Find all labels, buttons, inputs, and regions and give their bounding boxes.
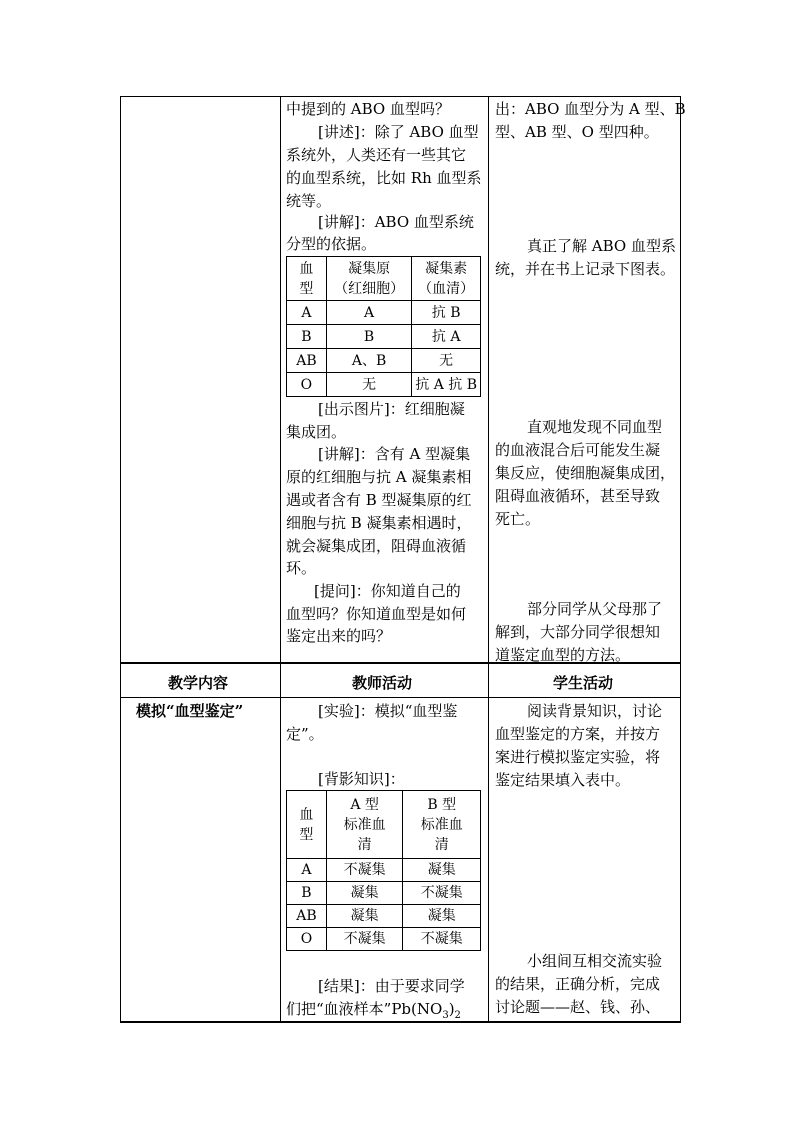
column-divider-1 bbox=[280, 96, 281, 1023]
teacher-line: [讲解]：含有 A 型凝集 bbox=[318, 445, 471, 463]
table-cell: A、B bbox=[326, 349, 412, 373]
student-line: 血型鉴定的方案，并按方 bbox=[495, 725, 661, 743]
teacher-line: [提问]：你知道自己的 bbox=[314, 582, 461, 600]
table-row bbox=[287, 373, 481, 397]
header-content: 教学内容 bbox=[168, 674, 229, 692]
teacher-line: 原的红细胞与抗 A 凝集素相 bbox=[286, 468, 472, 486]
table-row bbox=[287, 859, 481, 882]
abo-basis-table bbox=[286, 256, 481, 397]
table-row bbox=[287, 928, 481, 951]
subscript-3: 3 bbox=[442, 1010, 449, 1021]
student-line: 的结果，正确分析，完成 bbox=[495, 975, 661, 993]
table-cell: 不凝集 bbox=[326, 928, 403, 951]
teacher-bg-label: [背影知识]： bbox=[318, 770, 405, 788]
teacher-line: 定”。 bbox=[286, 725, 324, 743]
table-cell: 不凝集 bbox=[403, 882, 481, 905]
table-cell: 不凝集 bbox=[403, 928, 481, 951]
table-cell: 抗 A bbox=[412, 325, 481, 349]
teacher-line: 细胞与抗 B 凝集素相遇时， bbox=[286, 514, 472, 532]
teacher-line: 遇或者含有 B 型凝集原的红 bbox=[286, 491, 472, 509]
table-row bbox=[287, 349, 481, 373]
table-cell: 凝集 bbox=[326, 905, 403, 928]
teacher-line: 就会凝集成团，阻碍血液循 bbox=[286, 537, 467, 555]
teacher-line: [讲解]：ABO 血型系统 bbox=[318, 213, 474, 231]
teacher-line: 环。 bbox=[286, 559, 317, 577]
student-line: 出：ABO 血型分为 A 型、B bbox=[495, 100, 686, 118]
teacher-line: 集成团。 bbox=[286, 423, 347, 441]
table-cell: 无 bbox=[326, 373, 412, 397]
student-line: 部分同学从父母那了 bbox=[527, 600, 663, 618]
table-header-cell: 凝集原 （红细胞） bbox=[326, 257, 412, 301]
table-cell: A bbox=[326, 301, 412, 325]
table-header-cell: 凝集素 （血清） bbox=[412, 257, 481, 301]
result-text: 们把“血液样本”Pb(NO bbox=[286, 1000, 443, 1018]
table-cell: 抗 A 抗 B bbox=[412, 373, 481, 397]
table-row bbox=[287, 882, 481, 905]
table-cell: 抗 B bbox=[412, 301, 481, 325]
teacher-line: 血型吗？你知道血型是如何 bbox=[286, 605, 467, 623]
section2-content-title: 模拟“血型鉴定” bbox=[136, 702, 244, 720]
table-border-left bbox=[120, 96, 121, 1023]
table-header-cell: 血 型 bbox=[287, 257, 327, 301]
column-divider-2 bbox=[488, 96, 489, 1023]
student-line: 统，并在书上记录下图表。 bbox=[495, 260, 676, 278]
teacher-line: 鉴定出来的吗？ bbox=[286, 627, 392, 645]
teacher-line: 系统外，人类还有一些其它 bbox=[286, 146, 467, 164]
teacher-line: [讲述]：除了 ABO 血型 bbox=[318, 123, 479, 141]
table-row bbox=[287, 905, 481, 928]
student-line: 小组间互相交流实验 bbox=[527, 952, 663, 970]
table-cell: O bbox=[287, 928, 327, 951]
table-header-cell: 血 型 bbox=[287, 791, 327, 859]
table-cell: 不凝集 bbox=[326, 859, 403, 882]
table-cell: 凝集 bbox=[326, 882, 403, 905]
table-row bbox=[287, 257, 481, 301]
table-row bbox=[287, 301, 481, 325]
student-line: 型、AB 型、O 型四种。 bbox=[495, 123, 659, 141]
table-cell: A bbox=[287, 301, 327, 325]
table-cell: A bbox=[287, 859, 327, 882]
table-cell: AB bbox=[287, 905, 327, 928]
table-row bbox=[287, 791, 481, 859]
teacher-line: 的血型系统，比如 Rh 血型系 bbox=[286, 169, 482, 187]
header-teacher: 教师活动 bbox=[352, 674, 413, 692]
table-border-top bbox=[120, 96, 681, 97]
table-border-right bbox=[680, 96, 681, 1023]
table-cell: B bbox=[287, 325, 327, 349]
student-line: 真正了解 ABO 血型系 bbox=[527, 237, 676, 255]
result-paren: ) bbox=[448, 1000, 455, 1018]
table-cell: 无 bbox=[412, 349, 481, 373]
teacher-line: 中提到的 ABO 血型吗？ bbox=[286, 100, 450, 118]
table-header-cell: B 型 标准血 清 bbox=[403, 791, 481, 859]
student-line: 集反应，使细胞凝集成团， bbox=[495, 464, 676, 482]
table-cell: 凝集 bbox=[403, 859, 481, 882]
row-divider-header-bottom bbox=[120, 697, 681, 698]
table-header-cell: A 型 标准血 清 bbox=[326, 791, 403, 859]
student-line: 阻碍血液循环，甚至导致 bbox=[495, 487, 661, 505]
teacher-line: 分型的依据。 bbox=[286, 235, 377, 253]
table-cell: B bbox=[326, 325, 412, 349]
teacher-line: [实验]：模拟“血型鉴 bbox=[318, 702, 458, 720]
student-line: 阅读背景知识，讨论 bbox=[527, 702, 663, 720]
teacher-line bbox=[286, 998, 461, 1027]
teacher-line: [结果]：由于要求同学 bbox=[318, 977, 465, 995]
teacher-line: 统等。 bbox=[286, 192, 332, 210]
student-line: 鉴定结果填入表中。 bbox=[495, 771, 631, 789]
student-line: 解到，大部分同学很想知 bbox=[495, 623, 661, 641]
student-line: 道鉴定血型的方法。 bbox=[495, 646, 631, 664]
header-student: 学生活动 bbox=[553, 674, 614, 692]
table-row bbox=[287, 325, 481, 349]
table-cell: 凝集 bbox=[403, 905, 481, 928]
student-line: 案进行模拟鉴定实验，将 bbox=[495, 748, 661, 766]
teacher-line: [出示图片]：红细胞凝 bbox=[318, 400, 465, 418]
student-line: 直观地发现不同血型 bbox=[527, 418, 663, 436]
blood-typing-table bbox=[286, 790, 481, 951]
student-line: 死亡。 bbox=[495, 510, 541, 528]
table-cell: B bbox=[287, 882, 327, 905]
student-line: 讨论题——赵、钱、孙、 bbox=[495, 998, 661, 1016]
table-cell: O bbox=[287, 373, 327, 397]
table-cell: AB bbox=[287, 349, 327, 373]
subscript-2: 2 bbox=[454, 1010, 461, 1021]
student-line: 的血液混合后可能发生凝 bbox=[495, 441, 661, 459]
